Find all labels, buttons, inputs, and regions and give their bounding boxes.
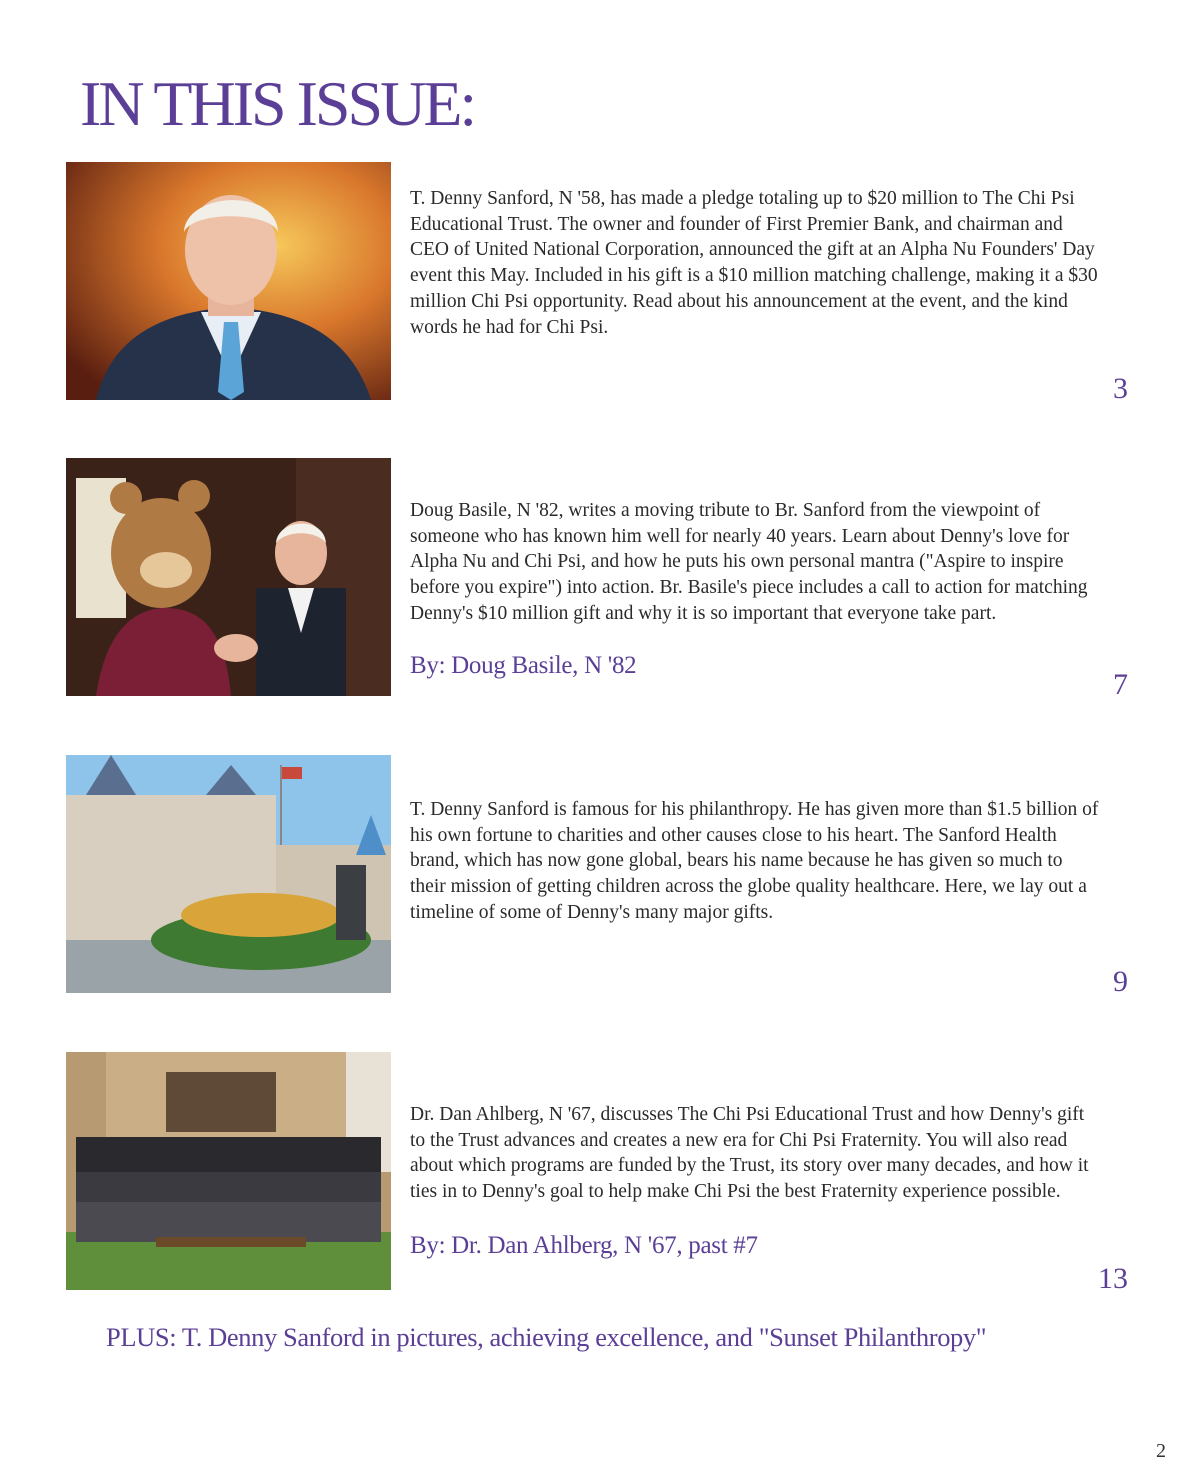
article-photo-mascot[interactable] [66, 458, 391, 696]
article-summary: T. Denny Sanford, N '58, has made a pledge totaling up to $20 million to The Chi Psi Educational Trust. The owner and founder of First Premier Bank, and chairman and CEO of United National Corporation, announced the gift at an Alpha Nu Founders' Day event this May. Included in his gift is a $10 million matching challenge, making it a $30 million Chi Psi opportunity. Read about his announcement at the event, and the kind words he had for Chi Psi. [410, 188, 1098, 338]
building-illustration [66, 755, 391, 993]
article-photo-portrait[interactable] [66, 162, 391, 400]
article-summary: Dr. Dan Ahlberg, N '67, discusses The Chi Psi Educational Trust and how Denny's gift to the Trust advances and creates a new era for Chi Psi Fraternity. You will also read about which programs are funded by the Trust, its story over many decades, and how it ties in to Denny's goal to help make Chi Psi the best Fraternity experience possible. [410, 1104, 1089, 1203]
article-byline: By: Dr. Dan Ahlberg, N '67, past #7 [410, 1232, 758, 1259]
article-summary: T. Denny Sanford is famous for his philanthropy. He has given more than $1.5 billion of his own fortune to charities and other causes close to his heart. The Sanford Health brand, which has now gone global, bears his name because he has given so much to their mission of getting children across the globe quality healthcare. Here, we lay out a timeline of some of Denny's many major gifts. [410, 799, 1099, 923]
article-page-number[interactable]: 7 [1113, 668, 1128, 701]
article-byline: By: Doug Basile, N '82 [410, 652, 637, 679]
article-photo-building[interactable] [66, 755, 391, 993]
article-page-number[interactable]: 9 [1113, 965, 1128, 998]
article-page-number[interactable]: 3 [1113, 372, 1128, 405]
page-folio: 2 [1156, 1440, 1166, 1462]
article-page-number[interactable]: 13 [1098, 1262, 1128, 1295]
group-photo-illustration [66, 1052, 391, 1290]
article-photo-group[interactable] [66, 1052, 391, 1290]
article-entry[interactable] [66, 162, 1136, 405]
article-entry[interactable] [66, 755, 1136, 998]
article-entry[interactable] [66, 458, 1136, 701]
article-entry[interactable] [66, 1052, 1136, 1295]
article-summary: Doug Basile, N '82, writes a moving tribute to Br. Sanford from the viewpoint of someone who has known him well for nearly 40 years. Learn about Denny's love for Alpha Nu and Chi Psi, and how he puts his own personal mantra ("Aspire to inspire before you expire") into action. Br. Basile's piece includes a call to action for matching Denny's $10 million gift and why it is so important that everyone take part. [410, 500, 1088, 624]
mascot-handshake-illustration [66, 458, 391, 696]
page-title: IN THIS ISSUE: [80, 68, 475, 139]
plus-teaser: PLUS: T. Denny Sanford in pictures, achieving excellence, and "Sunset Philanthropy" [106, 1322, 987, 1352]
portrait-illustration [66, 162, 391, 400]
